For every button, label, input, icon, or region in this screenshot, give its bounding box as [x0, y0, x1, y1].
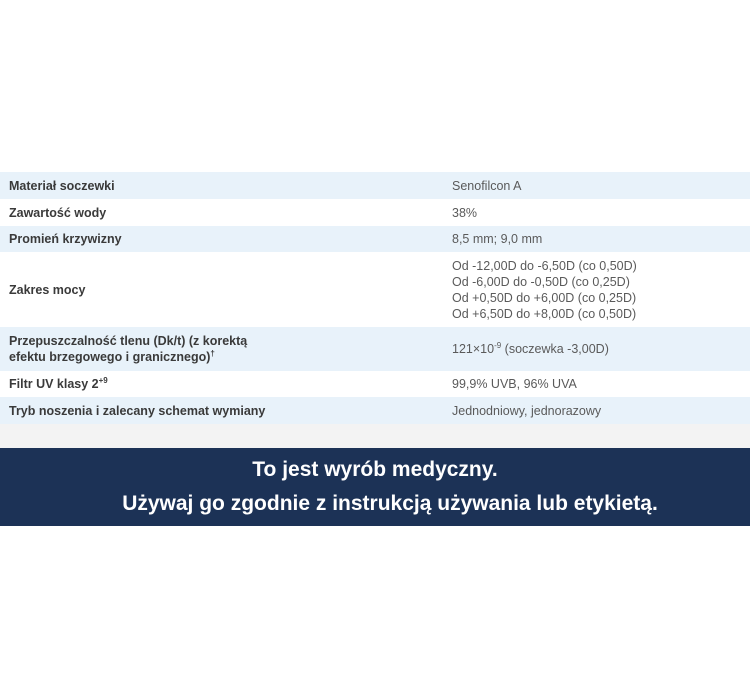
row-label-line	[9, 349, 443, 365]
row-label	[0, 333, 443, 365]
table-row	[0, 327, 750, 371]
row-label: Zawartość wody	[9, 205, 107, 220]
row-label: Zakres mocy	[9, 282, 86, 297]
value-suffix: (soczewka -3,00D)	[501, 342, 609, 356]
table-row	[0, 172, 750, 199]
footnote-mark: +9	[98, 375, 108, 385]
table-row	[0, 371, 750, 397]
power-range-line: Od +0,50D do +6,00D (co 0,25D)	[452, 290, 637, 305]
row-label-line: Przepuszczalność tlenu (Dk/t) (z korektą	[9, 334, 248, 348]
row-label-text: Filtr UV klasy 2	[9, 377, 99, 391]
row-value: Jednodniowy, jednorazowy	[452, 403, 602, 418]
row-label-text: efektu brzegowego i granicznego)	[9, 350, 211, 364]
row-value: 99,9% UVB, 96% UVA	[452, 377, 577, 391]
table-row	[0, 226, 750, 252]
row-label	[0, 376, 443, 392]
notice-line-2: Używaj go zgodnie z instrukcją używania lub etykietą.	[122, 492, 658, 515]
row-value: 8,5 mm; 9,0 mm	[452, 232, 543, 246]
value-base: 121×10	[452, 342, 495, 356]
value-exponent: -9	[494, 340, 502, 350]
row-value: 38%	[452, 205, 478, 220]
row-value-list	[443, 258, 637, 322]
row-value	[443, 341, 609, 357]
row-label: Materiał soczewki	[9, 178, 115, 193]
medical-device-notice	[0, 448, 750, 526]
table-row	[0, 397, 750, 424]
row-label: Tryb noszenia i zalecany schemat wymiany	[9, 403, 266, 418]
specifications-table	[0, 172, 750, 424]
power-range-line: Od -6,00D do -0,50D (co 0,25D)	[452, 274, 630, 289]
row-label: Promień krzywizny	[9, 232, 122, 246]
table-row	[0, 199, 750, 226]
notice-line-1: To jest wyrób medyczny.	[252, 458, 498, 481]
row-value: Senofilcon A	[452, 178, 522, 193]
divider-band	[0, 424, 750, 448]
power-range-line: Od -12,00D do -6,50D (co 0,50D)	[452, 258, 637, 273]
table-row	[0, 252, 750, 327]
footnote-mark: †	[210, 348, 215, 358]
power-range-line: Od +6,50D do +8,00D (co 0,50D)	[452, 306, 637, 321]
